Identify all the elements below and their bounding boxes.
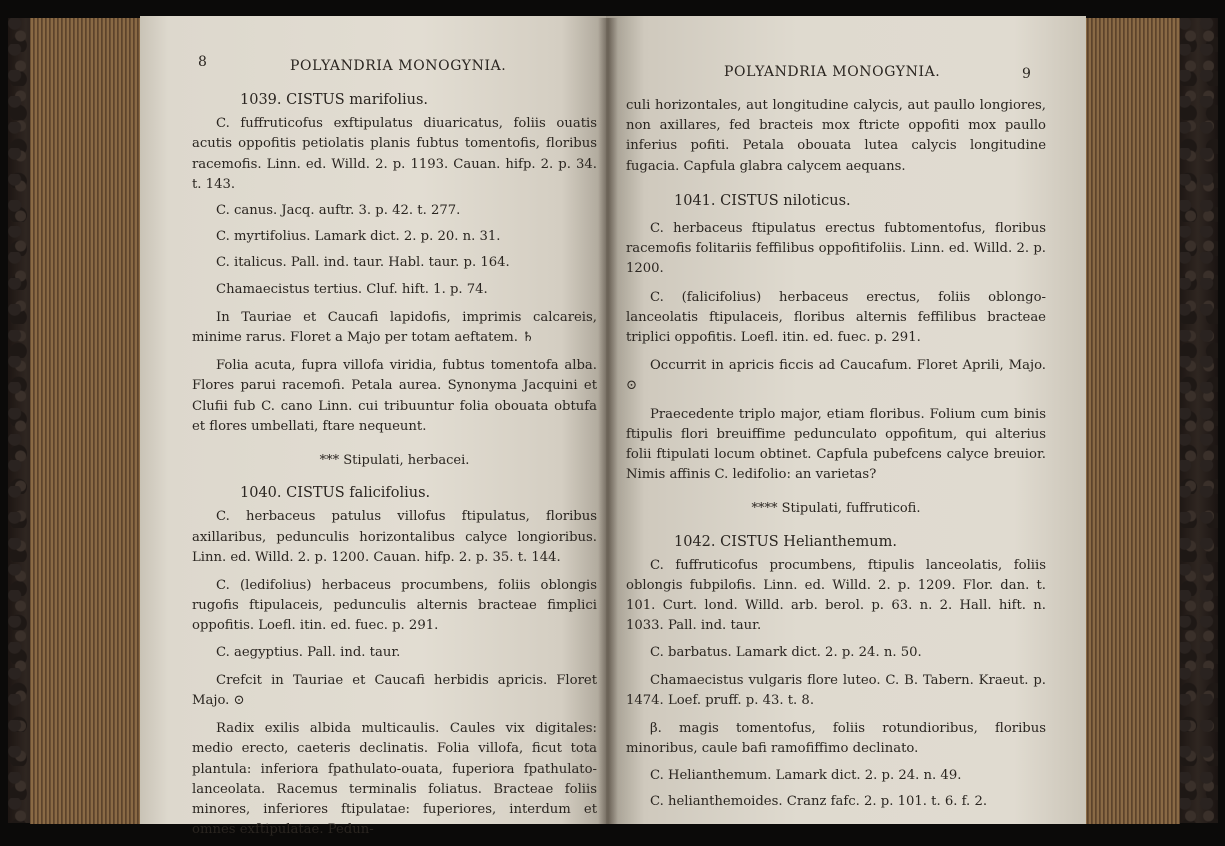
synonym-line: C. canus. Jacq. auftr. 3. p. 42. t. 277. (216, 203, 461, 219)
synonym-line: C. Helianthemum. Lamark dict. 2. p. 24. n. 49. (650, 767, 962, 783)
synonym-line: C. italicus. Pall. ind. taur. Habl. taur. p. 164. (216, 255, 510, 271)
right-page (606, 16, 1086, 824)
text-line: C. herbaceus patulus villofus ftipulatus, floribus axillaribus, pedunculis horizontalibus calyce longioribus. Linn. ed. Willd. 2. p. 1200. Cauan. hifp. 2. p. 35. t. 144. (192, 509, 597, 565)
page-edges-left (30, 18, 150, 824)
synonym-line: Chamaecistus tertius. Cluf. hift. 1. p. 74. (216, 281, 488, 297)
text-line: β. magis tomentofus, foliis rotundioribus, floribus minoribus, caule bafi ramofiffimo declinato. (626, 721, 1046, 757)
synonym-line: C. myrtifolius. Lamark dict. 2. p. 20. n. 31. (216, 229, 501, 245)
text-line: C. (falicifolius) herbaceus erectus, foliis oblongo-lanceolatis ftipulaceis, floribus alternis feffilibus bracteae triplici oppofitis. Loefl. itin. ed. fuec. p. 291. (626, 289, 1046, 346)
synonym-line: C. aegyptius. Pall. ind. taur. (216, 644, 401, 660)
section-heading: **** Stipulati, fuffruticofi. (751, 501, 921, 517)
text-line: C. fuffruticofus exftipulatus diuaricatus, foliis ouatis acutis oppofitis petiolatis planis fubtus tomentofis, floribus racemofis. Linn. ed. Willd. 2. p. 1193. Cauan. hifp. 2. p. 34. t. 143. (192, 116, 597, 192)
species-heading: 1040. CISTUS falicifolius. (240, 485, 431, 502)
left-page (140, 16, 608, 838)
text-line: Praecedente triplo major, etiam floribus. Folium cum binis ftipulis flori breuiffime pedunculato oppofitum, qui alterius folii ftipulati locum obtinet. Capfula pubefcens calyce breuior. Nimis affinis C. ledifolio: an varietas? (626, 406, 1046, 483)
text-line: C. (ledifolius) herbaceus procumbens, foliis oblongis rugofis ftipulaceis, pedunculis alternis bracteae fimplici oppofitis. Loefl. itin. ed. fuec. p. 291. (192, 578, 597, 634)
running-head: POLYANDRIA MONOGYNIA. (724, 64, 941, 80)
book-gutter (598, 18, 618, 824)
text-line: Crefcit in Tauriae et Caucafi herbidis apricis. Floret Majo. ⊙ (192, 672, 597, 709)
text-line: C. herbaceus ftipulatus erectus fubtomentofus, floribus racemofis folitariis feffilibus oppofitifoliis. Linn. ed. Willd. 2. p. 1200. (626, 221, 1046, 277)
species-heading: 1039. CISTUS marifolius. (240, 92, 429, 108)
left-page-text (192, 86, 597, 841)
text-line: C. fuffruticofus procumbens, ftipulis lanceolatis, foliis oblongis fubpilofis. Linn. ed. Willd. 2. p. 1209. Flor. dan. t. 101. Curt. lond. Willd. arb. berol. p. 63. n. 2. Hall. hift. n. 1033. Pall. ind. taur. (626, 557, 1046, 634)
right-page-text (626, 96, 1046, 812)
page-edges-right (1084, 18, 1180, 824)
running-head: POLYANDRIA MONOGYNIA. (290, 58, 507, 74)
page-number: 9 (1022, 66, 1031, 82)
text-line: Radix exilis albida multicaulis. Caules vix digitales: medio erecto, caeteris declinatis. Folia villofa, ficut tota plantula: inferiora fpathulato-ouata, fuperiora fpathulato-lanceolata. Racemus terminalis foliatus. Bracteae foliis minores, inferiores ftipulatae: fuperiores, interdum et omnes exftipulatae. Pedun- (192, 721, 597, 838)
cover-right (1178, 18, 1218, 823)
text-line: Occurrit in apricis ficcis ad Caucafum. Floret Aprili, Majo. ⊙ (626, 358, 1046, 394)
section-heading: *** Stipulati, herbacei. (319, 453, 470, 469)
text-line: In Tauriae et Caucafi lapidofis, imprimis calcareis, minime rarus. Floret a Majo per totam aeftatem. ♄ (192, 309, 597, 346)
synonym-line: C. helianthemoides. Cranz fafc. 2. p. 101. t. 6. f. 2. (650, 793, 988, 809)
text-line: Folia acuta, fupra villofa viridia, fubtus tomentofa alba. Flores parui racemofi. Petala aurea. Synonyma Jacquini et Clufii fub C. cano Linn. cui tribuuntur folia obouata obtufa et flores umbellati, ftare nequeunt. (192, 358, 597, 434)
synonym-line: C. barbatus. Lamark dict. 2. p. 24. n. 50. (650, 644, 922, 660)
text-line: culi horizontales, aut longitudine calycis, aut paullo longiores, non axillares, fed bracteis mox ftricte oppofiti mox paullo inferius pofiti. Petala obouata lutea calycis longitudine fugacia. Capfula glabra calycem aequans. (626, 98, 1046, 174)
species-heading: 1042. CISTUS Helianthemum. (674, 533, 897, 550)
text-line: Chamaecistus vulgaris flore luteo. C. B. Tabern. Kraeut. p. 1474. Loef. pruff. p. 43. t. 8. (626, 672, 1046, 709)
page-number: 8 (198, 54, 207, 70)
species-heading: 1041. CISTUS niloticus. (674, 192, 851, 209)
